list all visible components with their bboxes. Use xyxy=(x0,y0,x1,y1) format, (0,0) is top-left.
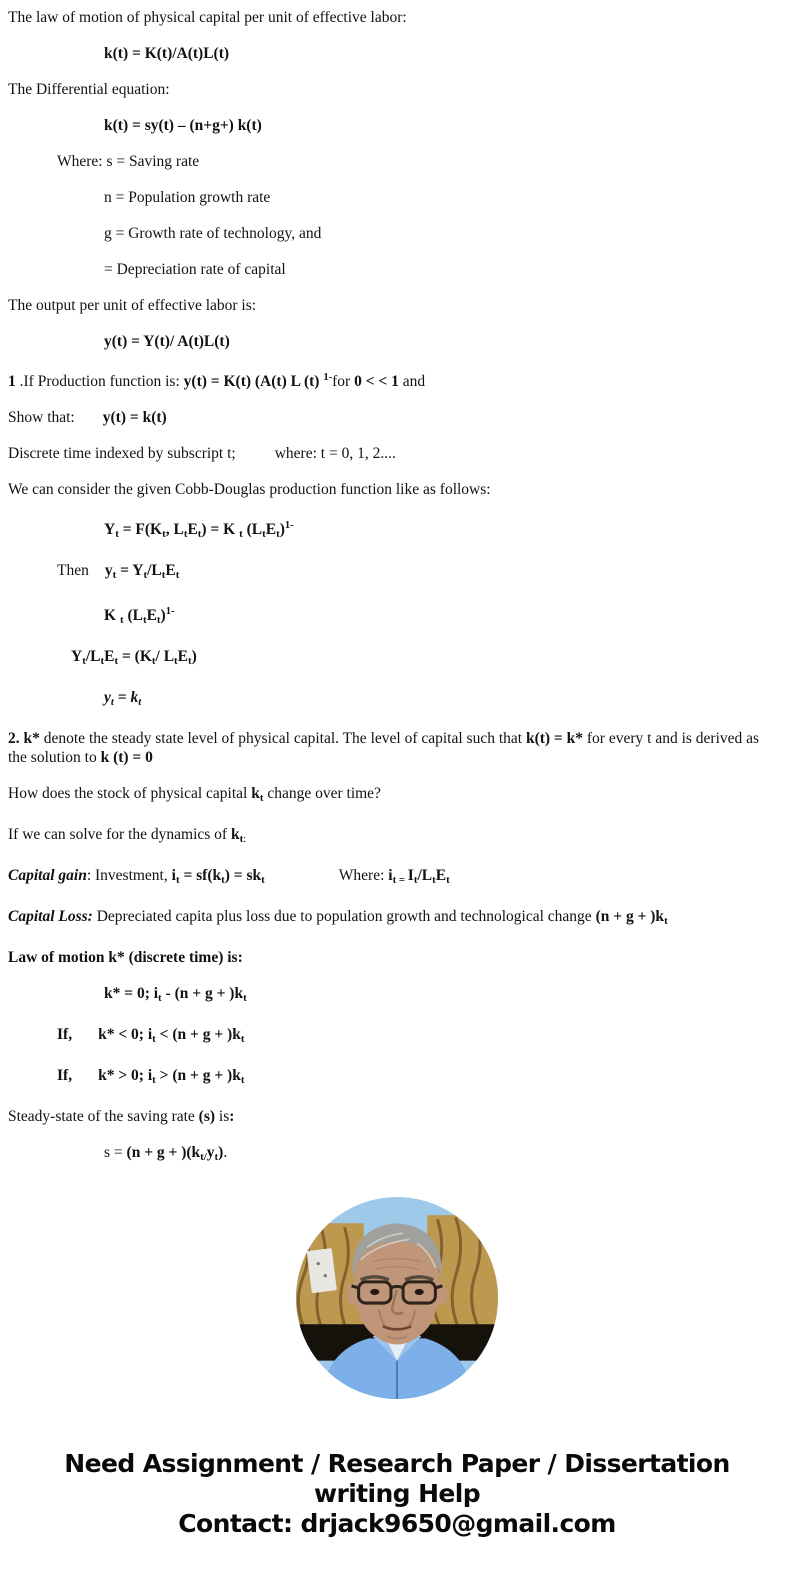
text-run: k xyxy=(251,785,260,802)
text-run: t xyxy=(174,655,178,667)
text-run: Law of motion k* (discrete time) is: xyxy=(8,949,243,966)
text-line xyxy=(0,152,784,171)
text-run: If, xyxy=(57,1067,73,1084)
text-run: k xyxy=(230,826,240,843)
text-run: . xyxy=(223,1144,228,1161)
text-run: 1- xyxy=(165,606,175,617)
text-run: k (t) = 0 xyxy=(100,749,153,766)
profile-photo-image xyxy=(296,1197,498,1399)
text-line xyxy=(0,729,784,767)
text-run: E xyxy=(177,648,189,665)
text-run: , L xyxy=(165,521,184,538)
text-line xyxy=(0,260,784,279)
text-run: (L xyxy=(123,607,143,624)
text-line xyxy=(0,224,784,243)
text-run: E xyxy=(187,521,198,538)
text-run: t xyxy=(158,992,162,1004)
text-run: (L xyxy=(242,521,263,538)
text-run: t xyxy=(119,614,124,626)
text-run: t xyxy=(664,915,668,927)
text-run: t xyxy=(162,528,166,540)
text-run: Show that: xyxy=(8,409,75,426)
text-run: t xyxy=(432,874,436,886)
text-run: t xyxy=(240,1074,245,1086)
text-run: k(t) = K(t)/A(t)L(t) xyxy=(104,45,230,62)
text-line xyxy=(0,1066,784,1090)
text-run: = Depreciation rate of capital xyxy=(104,261,286,278)
footer-line: Need Assignment / Research Paper / Dissertation xyxy=(64,1449,730,1478)
text-run: t xyxy=(239,528,243,540)
text-run: y xyxy=(206,1144,215,1161)
footer-line: Contact: drjack9650@gmail.com xyxy=(178,1509,616,1538)
text-run: / L xyxy=(155,648,175,665)
text-run: /L xyxy=(147,562,162,579)
text-run: k* xyxy=(23,730,40,747)
profile-photo xyxy=(296,1197,498,1399)
text-line xyxy=(0,984,784,1008)
text-run: where: t = 0, 1, 2.... xyxy=(274,445,396,462)
text-line xyxy=(0,44,784,63)
text-run: Y xyxy=(104,521,116,538)
text-run: (s) xyxy=(198,1108,216,1125)
footer-banner xyxy=(0,1449,794,1569)
text-run: i xyxy=(388,867,393,884)
text-run: = (K xyxy=(118,648,152,665)
text-run: t xyxy=(152,1033,156,1045)
text-line xyxy=(0,188,784,207)
text-line xyxy=(0,480,784,499)
text-run: How does the stock of physical capital xyxy=(8,785,252,802)
text-run: t xyxy=(142,614,147,626)
text-run: /L xyxy=(417,867,433,884)
text-run: s = xyxy=(104,1144,127,1161)
spacer xyxy=(89,574,105,575)
text-run: Then xyxy=(57,562,89,579)
text-run: = sf(k xyxy=(179,867,222,884)
text-run: Where: xyxy=(338,867,389,884)
text-run: - (n + g + )k xyxy=(161,985,244,1002)
text-run: E xyxy=(146,607,157,624)
spacer xyxy=(72,1079,98,1080)
text-run: Depreciated capita plus loss due to population growth and technological change xyxy=(92,908,596,925)
text-line xyxy=(0,8,784,27)
text-line xyxy=(0,866,784,890)
text-run: We can consider the given Cobb-Douglas production function like as follows: xyxy=(8,481,491,498)
text-run: for every t and is derived as the solution to xyxy=(8,730,763,766)
text-run: t xyxy=(276,528,280,540)
text-run: The output per unit of effective labor is: xyxy=(8,297,257,314)
text-line xyxy=(0,1107,784,1126)
text-run: The Differential equation: xyxy=(8,81,170,98)
text-run: K xyxy=(104,607,120,624)
text-run: .If Production function is: xyxy=(15,373,184,390)
text-run: = k xyxy=(113,689,139,706)
text-run: t xyxy=(175,874,180,886)
text-run: = F(K xyxy=(118,521,163,538)
text-line xyxy=(0,602,784,630)
text-run: = Y xyxy=(116,562,144,579)
text-run: t xyxy=(183,528,188,540)
text-run: ) xyxy=(279,521,285,538)
text-run: t xyxy=(188,655,192,667)
photo-switch-plate xyxy=(307,1248,337,1293)
text-run: t xyxy=(161,569,166,581)
text-run: t xyxy=(262,528,266,540)
text-line xyxy=(0,784,784,808)
text-run: t xyxy=(114,655,119,667)
text-run: t xyxy=(175,569,180,581)
text-run: 1- xyxy=(323,372,333,383)
text-line xyxy=(0,825,784,849)
text-run: t xyxy=(138,696,142,708)
text-run: t xyxy=(152,1074,156,1086)
text-run: t xyxy=(446,874,450,886)
text-line xyxy=(0,116,784,135)
text-run: ) xyxy=(218,1144,224,1161)
text-run: Where: s = Saving rate xyxy=(57,153,200,170)
footer-line: writing Help xyxy=(313,1479,481,1508)
text-run: E xyxy=(165,562,176,579)
text-run: t xyxy=(197,528,202,540)
text-line xyxy=(0,332,784,351)
text-run: t xyxy=(82,655,86,667)
spacer xyxy=(72,1038,98,1039)
text-run: 2 xyxy=(8,730,16,747)
text-run: y xyxy=(104,689,111,706)
text-run: t xyxy=(259,792,264,804)
text-run: t xyxy=(156,614,161,626)
text-run: 1 xyxy=(8,373,16,390)
text-run: E xyxy=(435,867,447,884)
text-run: t xyxy=(243,992,247,1004)
text-run: : xyxy=(229,1108,235,1125)
text-run: E xyxy=(104,648,115,665)
photo-eye-right xyxy=(415,1289,424,1295)
text-line xyxy=(0,80,784,99)
text-line xyxy=(0,368,784,391)
text-run: k* < 0; i xyxy=(98,1026,153,1043)
text-run: t xyxy=(221,874,225,886)
text-run: : xyxy=(243,833,247,845)
text-run: t xyxy=(239,833,244,845)
text-run: > (n + g + )k xyxy=(155,1067,241,1084)
text-run: ) = K xyxy=(201,521,240,538)
text-line xyxy=(0,444,784,463)
text-run: The law of motion of physical capital per unit of effective labor: xyxy=(8,9,407,26)
text-line xyxy=(0,1143,784,1167)
text-run: y(t) = k(t) xyxy=(102,409,167,426)
text-run: Steady-state of the saving rate xyxy=(8,1108,199,1125)
text-run: Capital Loss: xyxy=(8,908,93,925)
text-line xyxy=(0,516,784,544)
text-run: y(t) = K(t) (A(t) L (t) xyxy=(183,373,324,390)
text-run: E xyxy=(265,521,277,538)
text-run: ) xyxy=(160,607,166,624)
text-line xyxy=(0,408,784,427)
text-run: . xyxy=(15,730,24,747)
text-run: If we can solve for the dynamics of xyxy=(8,826,231,843)
text-line xyxy=(0,1025,784,1049)
text-run: t xyxy=(214,1151,219,1163)
text-run: I xyxy=(407,867,414,884)
text-run: t = xyxy=(392,874,408,886)
text-run: t xyxy=(112,569,117,581)
text-run: y xyxy=(104,562,113,579)
text-run: t xyxy=(100,655,105,667)
spacer xyxy=(236,457,275,458)
text-run: (n + g + )k xyxy=(595,908,665,925)
text-run: n = Population growth rate xyxy=(104,189,271,206)
spacer xyxy=(75,421,103,422)
text-run: k(t) = sy(t) – (n+g+) k(t) xyxy=(104,117,262,134)
text-run: k* > 0; i xyxy=(98,1067,153,1084)
text-run: Y xyxy=(71,648,83,665)
text-run: Capital gain xyxy=(8,867,87,884)
text-run: for xyxy=(332,373,355,390)
text-run: t xyxy=(413,874,418,886)
text-run: k* = 0; i xyxy=(104,985,159,1002)
text-run: < (n + g + )k xyxy=(155,1026,241,1043)
text-run: /L xyxy=(85,648,101,665)
spacer xyxy=(265,879,339,880)
text-line xyxy=(0,948,784,967)
text-line xyxy=(0,647,784,671)
text-run: : Investment, xyxy=(86,867,172,884)
text-run: t xyxy=(240,1033,245,1045)
text-run: g = Growth rate of technology, and xyxy=(104,225,322,242)
text-run: i xyxy=(171,867,176,884)
text-run: t xyxy=(143,569,148,581)
text-run: change over time? xyxy=(263,785,381,802)
text-run: t xyxy=(261,874,265,886)
text-run: t xyxy=(151,655,156,667)
text-run: y(t) = Y(t)/ A(t)L(t) xyxy=(104,333,230,350)
text-run: denote the steady state level of physical capital. The level of capital such that xyxy=(39,730,526,747)
text-line xyxy=(0,688,784,712)
text-run: t xyxy=(110,696,114,708)
text-run: (n + g + )(k xyxy=(126,1144,201,1161)
text-run: ) = sk xyxy=(224,867,262,884)
text-run: 1- xyxy=(284,520,294,531)
text-run: t xyxy=(115,528,119,540)
text-line xyxy=(0,907,784,931)
text-run: k(t) = k* xyxy=(525,730,584,747)
text-run: is xyxy=(215,1108,230,1125)
text-line xyxy=(0,296,784,315)
text-run: 0 < < 1 xyxy=(354,373,399,390)
text-run: If, xyxy=(57,1026,73,1043)
text-run: t/ xyxy=(200,1151,207,1163)
text-run: ) xyxy=(191,648,197,665)
photo-eye-left xyxy=(370,1289,379,1295)
text-run: Discrete time indexed by subscript t; xyxy=(8,445,236,462)
text-run: and xyxy=(398,373,426,390)
text-line xyxy=(0,561,784,585)
